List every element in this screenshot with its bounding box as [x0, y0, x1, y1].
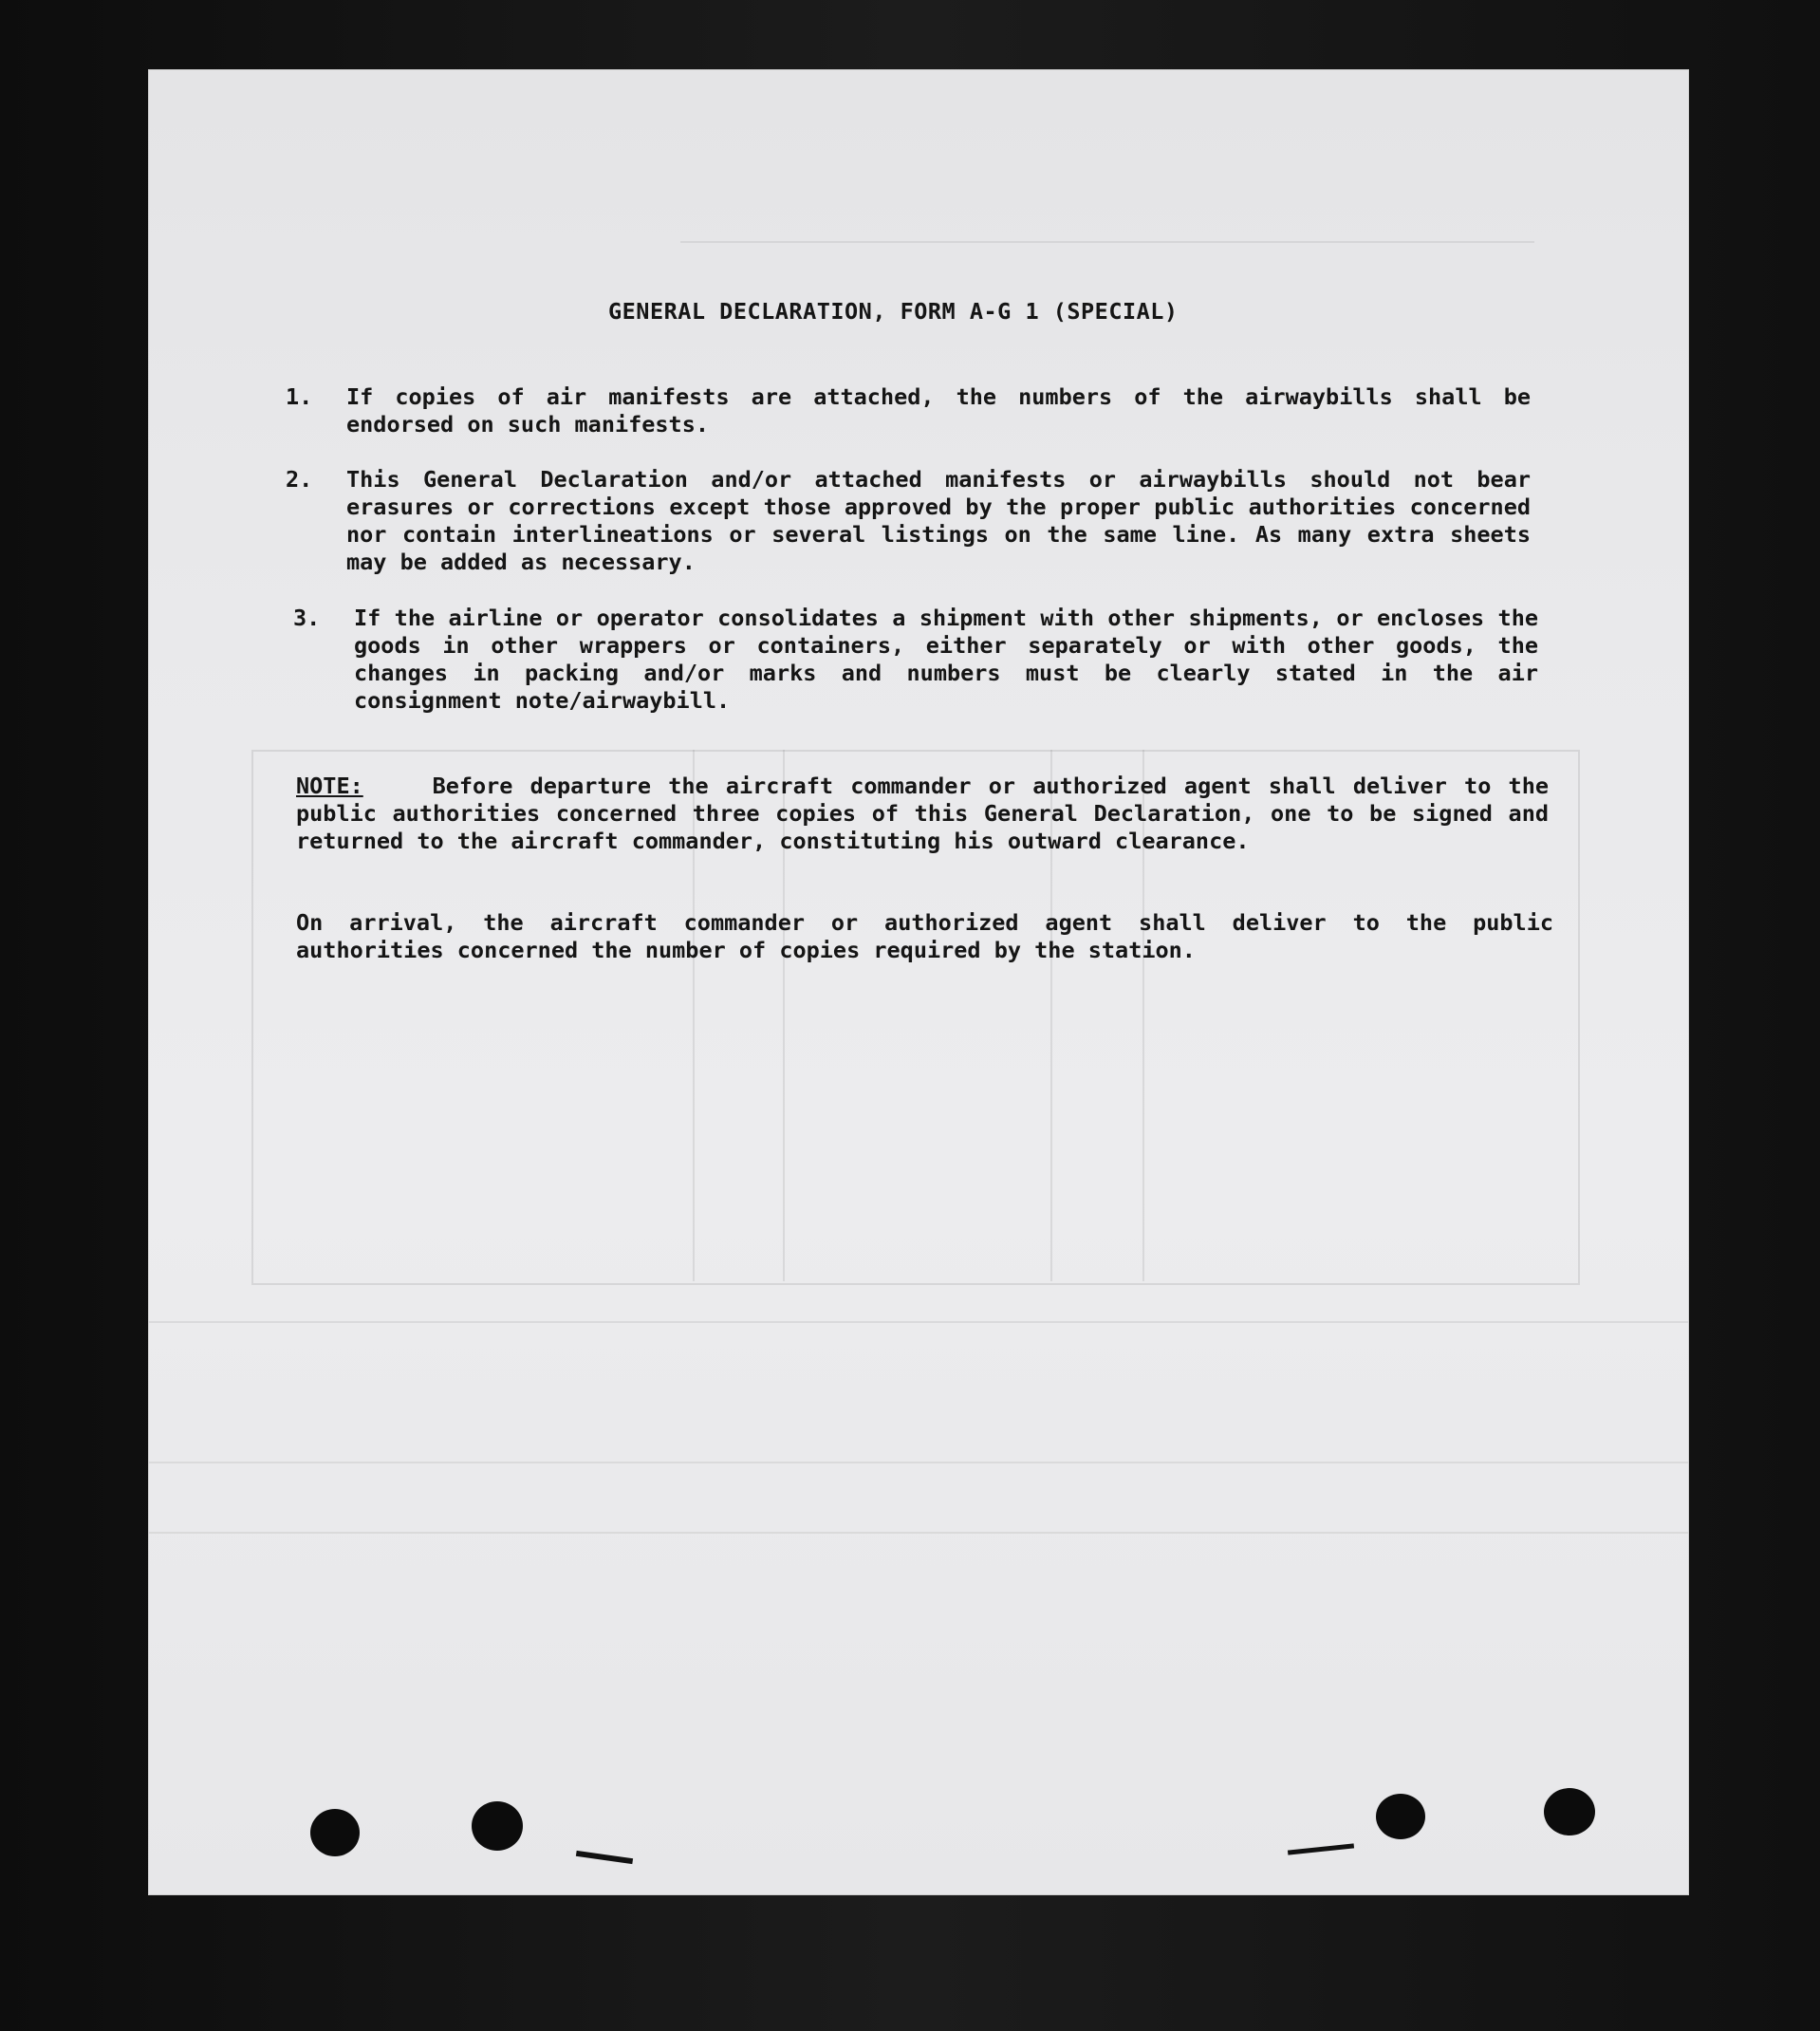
note-text: Before departure the aircraft commander or authorized agent shall deliver to the public authorities concerned three copies of this General Declaration, one to be signed and returned to the aircraft commander, constituting his outward clearance. [296, 773, 1550, 854]
reverse-side-showthrough [510, 118, 520, 156]
item-text: This General Declaration and/or attached manifests or airwaybills should not bear erasures or corrections except those approved by the proper public authorities concerned nor contain interlineations or several listings on the same line. As many extra sheets may be added as necessary. [346, 466, 1531, 575]
item-number: 2. [286, 466, 313, 493]
punch-hole [310, 1809, 360, 1856]
reverse-side-form-rule [149, 1532, 1688, 1534]
item-number: 1. [286, 383, 313, 410]
departure-note [296, 773, 1549, 855]
reverse-side-form-rule [680, 241, 1534, 243]
document-sheet [149, 70, 1688, 1894]
arrival-note: On arrival, the aircraft commander or authorized agent shall deliver to the public authorities concerned the number of copies required by the station. [296, 909, 1553, 963]
reverse-side-form-rule [149, 1321, 1688, 1323]
instruction-item [286, 466, 1531, 576]
punch-hole [1376, 1794, 1425, 1839]
instruction-item [293, 605, 1538, 715]
item-number: 3. [293, 605, 321, 631]
paper-tear-mark [576, 1851, 633, 1864]
paper-tear-mark [1288, 1843, 1354, 1854]
reverse-side-form-rule [149, 1462, 1688, 1463]
instruction-item [286, 383, 1531, 438]
item-text: If copies of air manifests are attached, the numbers of the airwaybills shall be endorsed on such manifests. [346, 383, 1531, 438]
note-label: NOTE: [296, 773, 363, 799]
punch-hole [1544, 1788, 1595, 1835]
item-text: If the airline or operator consolidates a shipment with other shipments, or encloses the goods in other wrappers or containers, either separately or with other goods, the changes in packing and/or marks and numbers must be clearly stated in the air consignment note/airwaybill. [354, 605, 1538, 714]
document-title: GENERAL DECLARATION, FORM A-G 1 (SPECIAL) [608, 298, 1179, 325]
punch-hole [472, 1801, 523, 1851]
